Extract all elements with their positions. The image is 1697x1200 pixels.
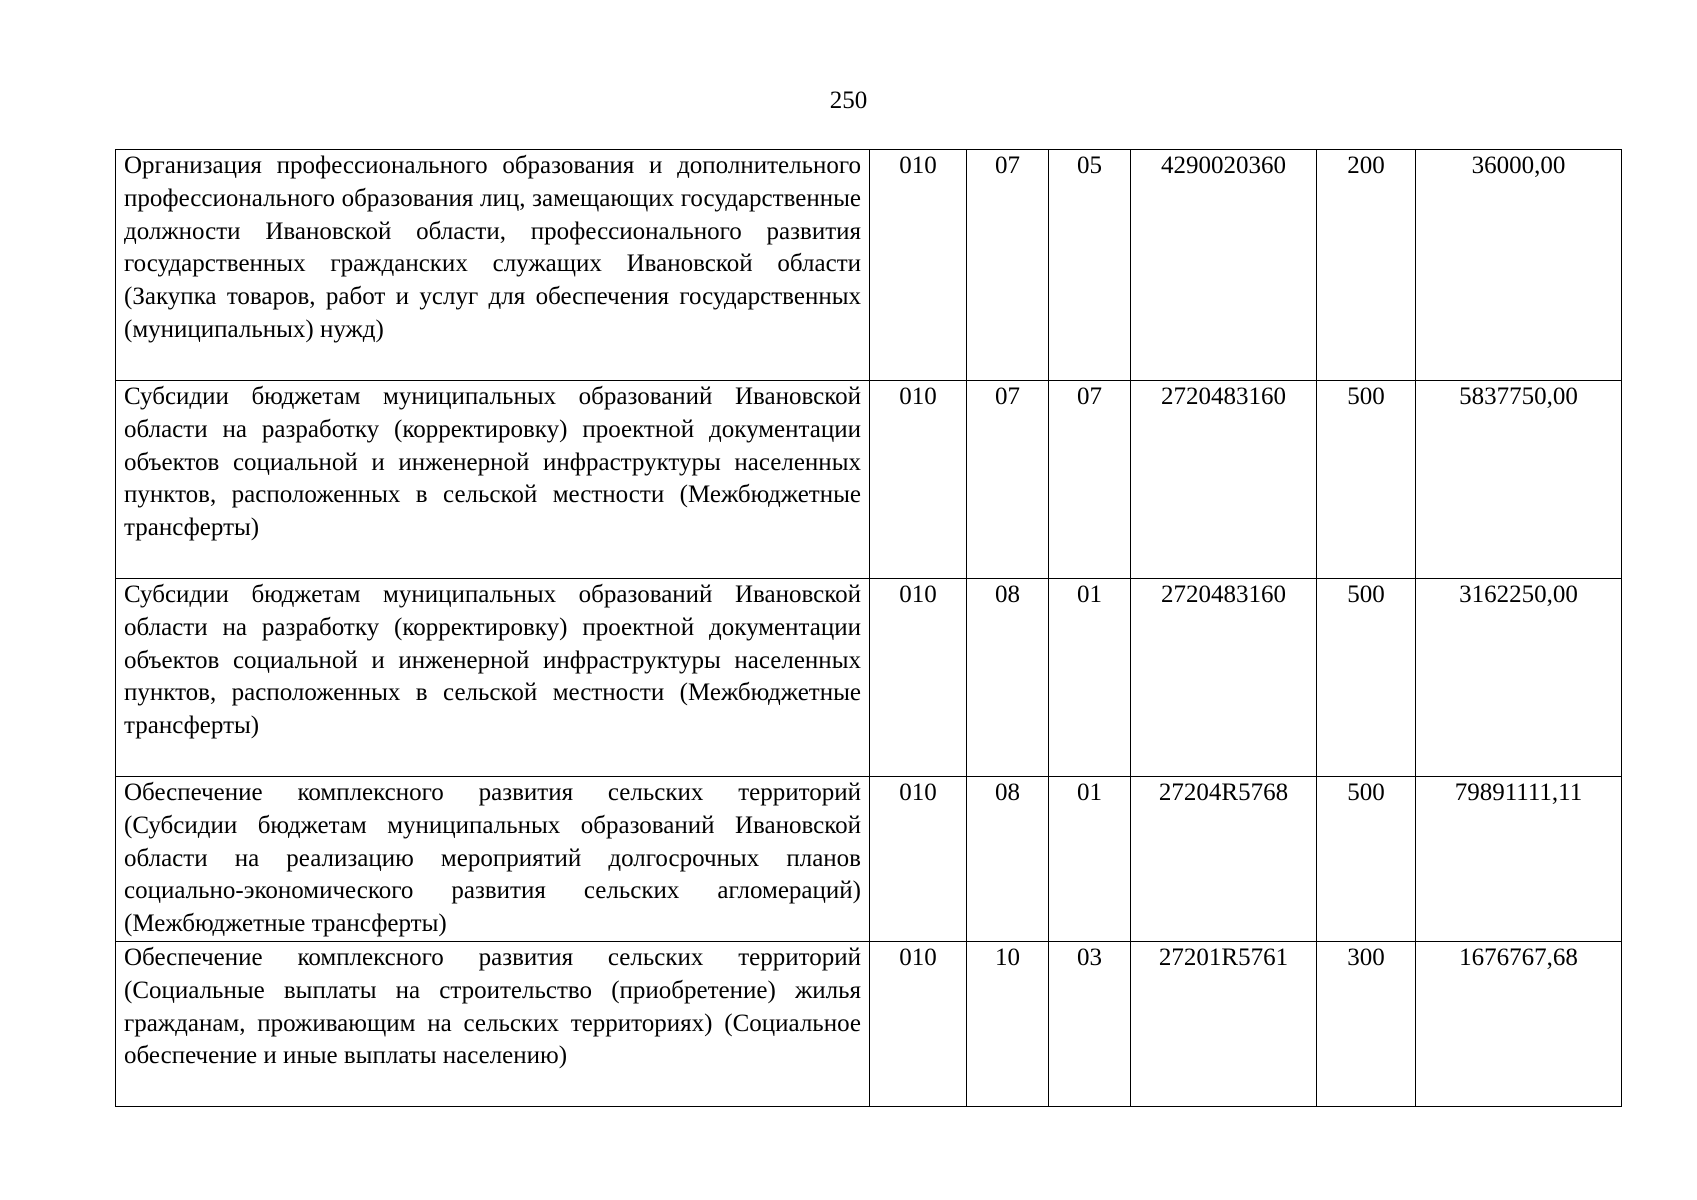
row-section-code: 08 [967, 579, 1049, 777]
page-number: 250 [829, 87, 868, 114]
row-subsection-code: 01 [1049, 579, 1131, 777]
table-row [116, 381, 1622, 579]
row-amount: 79891111,11 [1416, 777, 1622, 942]
row-target-article: 4290020360 [1131, 150, 1317, 381]
row-subsection-code: 03 [1049, 942, 1131, 1107]
row-section-code: 10 [967, 942, 1049, 1107]
row-expense-type: 500 [1317, 579, 1416, 777]
budget-table [115, 149, 1622, 1107]
row-description: Обеспечение комплексного развития сельских территорий (Субсидии бюджетам муниципальных образований Ивановской области на реализацию мероприятий долгосрочных планов социально-экономического развития сельских агломераций) (Межбюджетные трансферты) [116, 777, 870, 942]
row-ministry-code: 010 [870, 381, 967, 579]
row-amount: 1676767,68 [1416, 942, 1622, 1107]
row-description: Субсидии бюджетам муниципальных образований Ивановской области на разработку (корректировку) проектной документации объектов социальной и инженерной инфраструктуры населенных пунктов, расположенных в сельской местности (Межбюджетные трансферты) [116, 579, 870, 777]
table-row [116, 942, 1622, 1107]
row-section-code: 07 [967, 150, 1049, 381]
row-target-article: 27201R5761 [1131, 942, 1317, 1107]
row-expense-type: 300 [1317, 942, 1416, 1107]
row-ministry-code: 010 [870, 942, 967, 1107]
row-description: Обеспечение комплексного развития сельских территорий (Социальные выплаты на строительство (приобретение) жилья гражданам, проживающим на сельских территориях) (Социальное обеспечение и иные выплаты населению) [116, 942, 870, 1107]
row-amount: 36000,00 [1416, 150, 1622, 381]
row-amount: 5837750,00 [1416, 381, 1622, 579]
row-expense-type: 200 [1317, 150, 1416, 381]
row-section-code: 07 [967, 381, 1049, 579]
row-ministry-code: 010 [870, 777, 967, 942]
row-ministry-code: 010 [870, 150, 967, 381]
row-expense-type: 500 [1317, 381, 1416, 579]
row-subsection-code: 05 [1049, 150, 1131, 381]
row-amount: 3162250,00 [1416, 579, 1622, 777]
row-ministry-code: 010 [870, 579, 967, 777]
row-description: Субсидии бюджетам муниципальных образований Ивановской области на разработку (корректировку) проектной документации объектов социальной и инженерной инфраструктуры населенных пунктов, расположенных в сельской местности (Межбюджетные трансферты) [116, 381, 870, 579]
row-subsection-code: 01 [1049, 777, 1131, 942]
table-row [116, 150, 1622, 381]
table-row [116, 777, 1622, 942]
table-row [116, 579, 1622, 777]
row-target-article: 2720483160 [1131, 579, 1317, 777]
row-section-code: 08 [967, 777, 1049, 942]
row-target-article: 27204R5768 [1131, 777, 1317, 942]
row-expense-type: 500 [1317, 777, 1416, 942]
row-description: Организация профессионального образования и дополнительного профессионального образования лиц, замещающих государственные должности Ивановской области, профессионального развития государственных гражданских служащих Ивановской области (Закупка товаров, работ и услуг для обеспечения государственных (муниципальных) нужд) [116, 150, 870, 381]
row-target-article: 2720483160 [1131, 381, 1317, 579]
row-subsection-code: 07 [1049, 381, 1131, 579]
